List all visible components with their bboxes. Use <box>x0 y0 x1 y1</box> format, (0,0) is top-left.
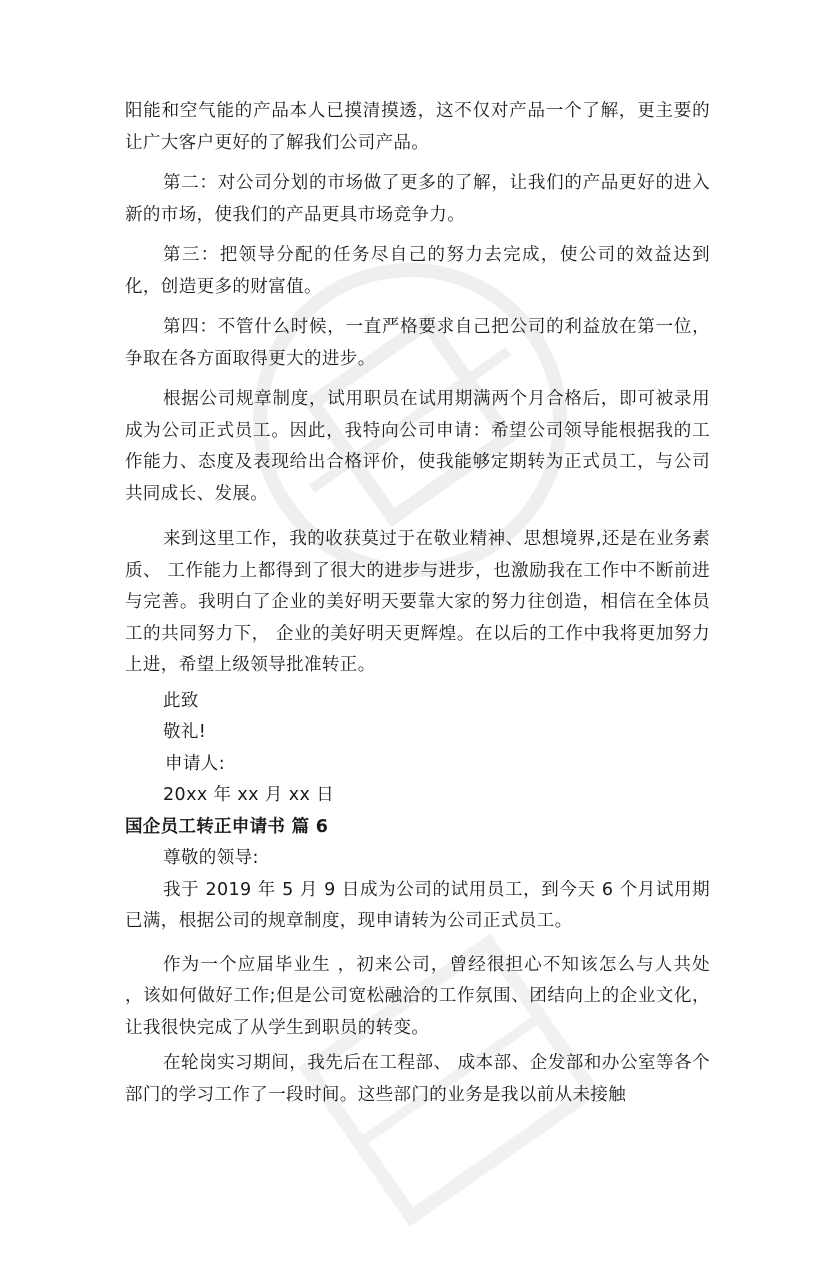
closing-regards: 敬礼! <box>163 722 207 742</box>
paragraph-work-gains: 来到这里工作，我的收获莫过于在敬业精神、思想境界,还是在业务素质、 工作能力上都得到了很大的进步与进步，也激励我在工作中不断前进与完善。我明白了企业的美好明天要靠大家的努力往创造，相信在全体员工的共同努力下， 企业的美好明天更辉煌。在以后的工作中我将更加努力上进，希望上级领导批准转正。 <box>125 529 710 675</box>
paragraph-rotation-internship: 在轮岗实习期间，我先后在工程部、 成本部、企发部和办公室等各个部门的学习工作了一段时间。这些部门的业务是我以前从未接触 <box>125 1053 710 1105</box>
document-body <box>125 96 710 1120</box>
paragraph-product-knowledge: 阳能和空气能的产品本人已摸清摸透，这不仅对产品一个了解，更主要的让广大客户更好的了解我们公司产品。 <box>125 101 710 153</box>
greeting: 尊敬的领导: <box>163 848 259 868</box>
paragraph-graduate-adaptation: 作为一个应届毕业生 ，初来公司，曾经很担心不知该怎么与人共处 ，该如何做好工作;但是公司宽松融洽的工作氛围、团结向上的企业文化，让我很快完成了从学生到职员的转变。 <box>125 954 710 1038</box>
application-date: 20xx 年 xx 月 xx 日 <box>163 785 335 805</box>
section-heading: 国企员工转正申请书 篇 6 <box>125 816 329 837</box>
paragraph-point-three: 第三：把领导分配的任务尽自己的努力去完成，使公司的效益达到化，创造更多的财富值。 <box>125 245 710 297</box>
closing-salute: 此致 <box>163 690 199 711</box>
paragraph-point-two: 第二：对公司分划的市场做了更多的了解，让我们的产品更好的进入新的市场，使我们的产品更具市场竞争力。 <box>125 173 710 225</box>
applicant-label: 申请人: <box>165 753 225 774</box>
paragraph-application-request: 根据公司规章制度，试用职员在试用期满两个月合格后，即可被录用成为公司正式员工。因此，我特向公司申请：希望公司领导能根据我的工作能力、态度及表现给出合格评价，使我能够定期转为正式员工，与公司共同成长、发展。 <box>125 389 710 504</box>
paragraph-probation-complete: 我于 2019 年 5 月 9 日成为公司的试用员工，到今天 6 个月试用期已满，根据公司的规章制度，现申请转为公司正式员工。 <box>125 879 710 931</box>
paragraph-point-four: 第四：不管什么时候，一直严格要求自己把公司的利益放在第一位，争取在各方面取得更大的进步。 <box>125 317 710 369</box>
